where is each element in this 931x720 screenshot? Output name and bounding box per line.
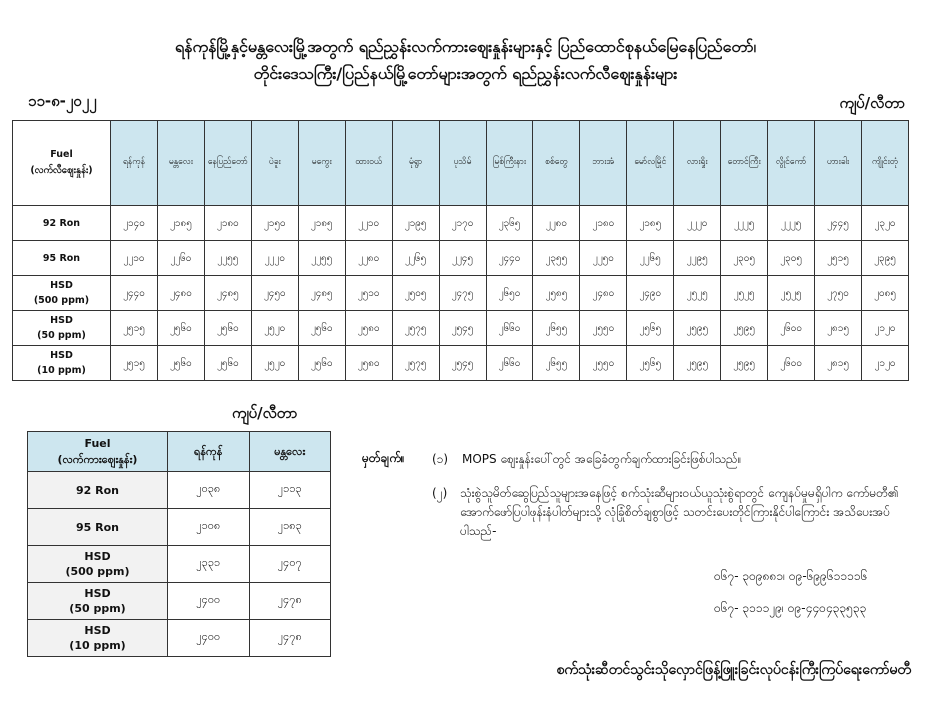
retail-price-cell: ၂၅၂၀ <box>251 346 298 381</box>
retail-price-cell: ၂၃၀၅ <box>768 241 815 276</box>
retail-price-cell: ၂၅၁၅ <box>815 241 862 276</box>
retail-city-header: တောင်ကြီး <box>721 121 768 206</box>
retail-city-header: ပဲခူး <box>251 121 298 206</box>
wholesale-row <box>28 546 331 583</box>
retail-fuel-header <box>13 121 111 206</box>
retail-price-table <box>12 120 909 381</box>
retail-price-cell: ၂၅၂၅ <box>721 276 768 311</box>
retail-fuel-label <box>13 206 111 241</box>
retail-row <box>13 276 909 311</box>
retail-price-cell: ၂၂၅၅ <box>204 241 251 276</box>
retail-price-cell: ၂၄၅၀ <box>251 276 298 311</box>
wholesale-fuel-label <box>28 509 168 546</box>
retail-price-cell: ၂၅၉၅ <box>674 346 721 381</box>
retail-price-cell: ၂၂၆၅ <box>627 241 674 276</box>
retail-price-cell: ၂၅၅၀ <box>580 311 627 346</box>
retail-fuel-name: 92 Ron <box>42 217 81 229</box>
retail-price-cell: ၂၆၅၀ <box>486 276 533 311</box>
retail-price-cell: ၂၂၉၅ <box>674 241 721 276</box>
retail-row <box>13 206 909 241</box>
retail-price-cell: ၂၅၆၀ <box>204 311 251 346</box>
retail-price-cell: ၂၅၈၀ <box>345 311 392 346</box>
retail-price-cell: ၂၅၆၀ <box>298 311 345 346</box>
retail-unit-label: ကျပ်/လီတာ <box>839 94 905 112</box>
retail-fuel-name: HSD <box>50 350 73 361</box>
wholesale-price-cell: ၂၄၀၀ <box>168 620 250 657</box>
retail-price-cell: ၂၁၅၀ <box>251 206 298 241</box>
note-1 <box>432 450 741 469</box>
title-line-1: ရန်ကုန်မြို့နှင့်မန္တလေးမြို့အတွက် ရည်ညွှန်းလက်ကားဈေးနှုန်းများနှင့် ပြည်ထောင်စုနယ်မြေနေပြည်တော်၊ <box>174 37 756 56</box>
retail-city-header: မြစ်ကြီးနား <box>486 121 533 206</box>
retail-price-cell: ၂၁၈၅ <box>627 206 674 241</box>
retail-price-cell: ၂၅၁၅ <box>111 311 158 346</box>
retail-city-header: လားရှိုး <box>674 121 721 206</box>
notice-date: ၁၁-၈-၂၀၂၂ <box>28 92 97 110</box>
retail-price-cell: ၂၄၄၀ <box>111 276 158 311</box>
retail-row <box>13 241 909 276</box>
retail-fuel-label <box>13 241 111 276</box>
retail-price-cell: ၂၂၈၀ <box>533 206 580 241</box>
wholesale-city-header: ရန်ကုန် <box>168 432 250 472</box>
retail-price-cell: ၂၂၅၀ <box>580 241 627 276</box>
wholesale-row <box>28 620 331 657</box>
wholesale-fuel-name: HSD <box>84 550 111 563</box>
wholesale-unit-label: ကျပ်/လီတာ <box>232 404 298 422</box>
retail-price-cell: ၂၂၂၅ <box>768 206 815 241</box>
retail-price-cell: ၂၂၁၀ <box>345 206 392 241</box>
wholesale-price-cell: ၂၁၀၈ <box>168 509 250 546</box>
phone-numbers-2: ၀၆၇- ၃၁၁၁၂၉၊ ၀၉-၄၄၀၄၃၃၅၃၃ <box>714 601 867 615</box>
retail-price-cell: ၂၄၈၀ <box>157 276 204 311</box>
retail-fuel-label <box>13 311 111 346</box>
note-1-text: MOPS ဈေးနှုန်းပေါ်တွင် အခြေခံတွက်ချက်ထားခြင်းဖြစ်ပါသည်။ <box>462 452 742 466</box>
wholesale-row <box>28 509 331 546</box>
retail-price-cell: ၂၅၈၅ <box>533 276 580 311</box>
retail-price-cell: ၂၂၂၀ <box>251 241 298 276</box>
retail-price-cell: ၂၅၁၅ <box>111 346 158 381</box>
wholesale-fuel-label <box>28 546 168 583</box>
retail-price-cell: ၂၅၂၅ <box>768 276 815 311</box>
retail-fuel-label <box>13 346 111 381</box>
retail-price-cell: ၂၁၇၀ <box>439 206 486 241</box>
wholesale-fuel-header <box>28 432 168 472</box>
retail-price-cell: ၂၅၇၅ <box>392 311 439 346</box>
retail-price-cell: ၂၅၆၀ <box>204 346 251 381</box>
wholesale-price-cell: ၂၄၀၀ <box>168 583 250 620</box>
wholesale-price-cell: ၂၀၃၈ <box>168 472 250 509</box>
wholesale-header-row <box>28 432 331 472</box>
retail-price-cell: ၂၂၈၀ <box>345 241 392 276</box>
retail-price-cell: ၂၅၈၀ <box>345 346 392 381</box>
wholesale-fuel-spec: (50 ppm) <box>69 602 126 615</box>
retail-fuel-name: HSD <box>50 315 73 326</box>
retail-city-header: ပုသိမ် <box>439 121 486 206</box>
wholesale-price-cell: ၂၄၇၈ <box>249 583 331 620</box>
phone-numbers-1: ၀၆၇- ၃၀၉၈၈၁၊ ၀၉-၆၉၉၆၁၁၁၁၆ <box>714 569 868 583</box>
wholesale-price-cell: ၂၁၁၃ <box>249 472 331 509</box>
retail-price-cell: ၂၁၂၀ <box>862 346 909 381</box>
retail-price-cell: ၂၂၂၀ <box>674 206 721 241</box>
retail-price-cell: ၂၆၆၀ <box>486 311 533 346</box>
retail-price-cell: ၂၅၉၅ <box>721 346 768 381</box>
retail-price-cell: ၂၁၈၅ <box>298 206 345 241</box>
wholesale-row <box>28 472 331 509</box>
retail-price-cell: ၂၄၈၅ <box>204 276 251 311</box>
retail-price-cell: ၂၁၈၅ <box>157 206 204 241</box>
retail-city-header: မန္တလေး <box>157 121 204 206</box>
retail-city-header: ရန်ကုန် <box>111 121 158 206</box>
retail-price-cell: ၂၄၄၀ <box>486 241 533 276</box>
retail-price-cell: ၂၃၂၀ <box>862 206 909 241</box>
retail-fuel-header-title: Fuel <box>50 149 73 160</box>
retail-price-cell: ၂၄၄၅ <box>815 206 862 241</box>
retail-price-cell: ၂၆၅၅ <box>533 346 580 381</box>
note-2-text: သုံးစွဲသူမိတ်ဆွေပြည်သူများအနေဖြင့် စက်သုံးဆီများဝယ်ယူသုံးစွဲရာတွင် ကျေနပ်မှုမရှိပါက ကော်မတီ၏ အောက်ဖော်ပြပါဖုန်းနံပါတ်များသို့ လုံခြုံစိတ်ချစွာဖြင့် သတင်းပေးတိုင်ကြားနိုင်ပါကြောင်း အသိပေးအပ်ပါသည်- <box>460 486 899 538</box>
wholesale-fuel-label <box>28 583 168 620</box>
retail-city-header: မော်လမြိုင် <box>627 121 674 206</box>
retail-price-cell: ၂၅၂၀ <box>251 311 298 346</box>
retail-city-header: စစ်တွေ <box>533 121 580 206</box>
wholesale-fuel-label <box>28 472 168 509</box>
retail-price-cell: ၂၂၂၅ <box>721 206 768 241</box>
retail-price-cell: ၂၆၆၀ <box>486 346 533 381</box>
retail-city-header: ကျိုင်းတုံ <box>862 121 909 206</box>
retail-city-header: ဟားခါး <box>815 121 862 206</box>
retail-price-cell: ၂၆၀၀ <box>768 346 815 381</box>
wholesale-fuel-name: 92 Ron <box>76 483 119 497</box>
retail-price-cell: ၂၄၈၅ <box>298 276 345 311</box>
notes-label: မှတ်ချက်။ <box>362 451 405 465</box>
retail-price-cell: ၂၅၉၅ <box>674 311 721 346</box>
retail-city-header: မုံရွာ <box>392 121 439 206</box>
retail-price-cell: ၂၅၅၀ <box>580 346 627 381</box>
retail-city-header: နေပြည်တော် <box>204 121 251 206</box>
retail-fuel-label <box>13 276 111 311</box>
wholesale-fuel-name: HSD <box>84 624 111 637</box>
retail-price-cell: ၂၂၄၅ <box>439 241 486 276</box>
retail-price-cell: ၂၃၆၅ <box>486 206 533 241</box>
retail-price-cell: ၂၆၀၀ <box>768 311 815 346</box>
retail-price-cell: ၂၅၄၅ <box>439 346 486 381</box>
retail-price-cell: ၂၄၈၀ <box>580 276 627 311</box>
retail-header-row <box>13 121 909 206</box>
committee-signature: စက်သုံးဆီတင်သွင်းသိုလှောင်ဖြန့်ဖြူးခြင်းလုပ်ငန်းကြီးကြပ်ရေးကော်မတီ <box>556 662 911 678</box>
retail-price-cell: ၂၈၁၅ <box>815 346 862 381</box>
retail-row <box>13 346 909 381</box>
wholesale-fuel-header-subtitle: (လက်ကားဈေးနှုန်း) <box>57 452 138 466</box>
note-2-number: (၂) <box>432 486 448 500</box>
retail-price-cell: ၂၅၇၅ <box>392 346 439 381</box>
retail-price-cell: ၂၅၉၅ <box>721 311 768 346</box>
retail-fuel-name: HSD <box>50 280 73 291</box>
retail-price-cell: ၂၁၂၀ <box>862 311 909 346</box>
retail-row <box>13 311 909 346</box>
title-line-2: တိုင်းဒေသကြီး/ပြည်နယ်မြို့တော်များအတွက် ရည်ညွှန်းလက်လီဈေးနှုန်းများ <box>253 64 678 83</box>
retail-fuel-spec: (500 ppm) <box>33 295 90 306</box>
retail-price-cell: ၂၁၈၀ <box>204 206 251 241</box>
retail-price-cell: ၂၄၇၅ <box>439 276 486 311</box>
retail-price-cell: ၂၁၄၀ <box>111 206 158 241</box>
retail-price-cell: ၂၃၅၅ <box>533 241 580 276</box>
wholesale-fuel-header-title: Fuel <box>84 436 111 450</box>
retail-price-cell: ၂၄၉၀ <box>627 276 674 311</box>
retail-fuel-spec: (10 ppm) <box>37 365 86 376</box>
wholesale-city-header: မန္တလေး <box>249 432 331 472</box>
retail-price-cell: ၂၀၈၅ <box>862 276 909 311</box>
retail-price-cell: ၂၃၀၅ <box>721 241 768 276</box>
retail-fuel-header-subtitle: (လက်လီဈေးနှုန်း) <box>30 165 93 176</box>
wholesale-fuel-spec: (10 ppm) <box>69 639 126 652</box>
retail-city-header: ဘားအံ <box>580 121 627 206</box>
retail-city-header: မကွေး <box>298 121 345 206</box>
retail-price-cell: ၂၅၄၅ <box>439 311 486 346</box>
retail-price-cell: ၂၅၆၀ <box>157 311 204 346</box>
retail-price-cell: ၂၅၆၀ <box>298 346 345 381</box>
wholesale-fuel-name: HSD <box>84 587 111 600</box>
wholesale-price-cell: ၂၄၀၇ <box>249 546 331 583</box>
retail-price-cell: ၂၁၈၀ <box>580 206 627 241</box>
retail-price-cell: ၂၃၉၅ <box>862 241 909 276</box>
note-1-number: (၁) <box>432 452 449 466</box>
retail-city-header: လွိုင်ကော် <box>768 121 815 206</box>
retail-price-cell: ၂၂၁၀ <box>111 241 158 276</box>
retail-price-cell: ၂၅၀၅ <box>392 276 439 311</box>
retail-city-header: ထားဝယ် <box>345 121 392 206</box>
retail-price-cell: ၂၅၆၀ <box>157 346 204 381</box>
retail-fuel-spec: (50 ppm) <box>37 330 86 341</box>
wholesale-row <box>28 583 331 620</box>
retail-price-cell: ၂၅၆၅ <box>627 311 674 346</box>
retail-price-cell: ၂၁၉၅ <box>392 206 439 241</box>
retail-price-cell: ၂၅၂၅ <box>674 276 721 311</box>
retail-price-cell: ၂၅၆၅ <box>627 346 674 381</box>
retail-price-cell: ၂၅၁၀ <box>345 276 392 311</box>
wholesale-price-cell: ၂၄၇၈ <box>249 620 331 657</box>
wholesale-price-table <box>27 431 331 657</box>
retail-fuel-name: 95 Ron <box>42 252 81 264</box>
wholesale-fuel-name: 95 Ron <box>76 520 119 534</box>
retail-price-cell: ၂၂၆၀ <box>157 241 204 276</box>
wholesale-price-cell: ၂၁၈၃ <box>249 509 331 546</box>
wholesale-price-cell: ၂၃၃၁ <box>168 546 250 583</box>
retail-price-cell: ၂၂၅၅ <box>298 241 345 276</box>
wholesale-fuel-label <box>28 620 168 657</box>
wholesale-fuel-spec: (500 ppm) <box>65 565 130 578</box>
retail-price-cell: ၂၇၅၀ <box>815 276 862 311</box>
retail-price-cell: ၂၂၆၅ <box>392 241 439 276</box>
retail-price-cell: ၂၈၁၅ <box>815 311 862 346</box>
retail-price-cell: ၂၆၅၅ <box>533 311 580 346</box>
